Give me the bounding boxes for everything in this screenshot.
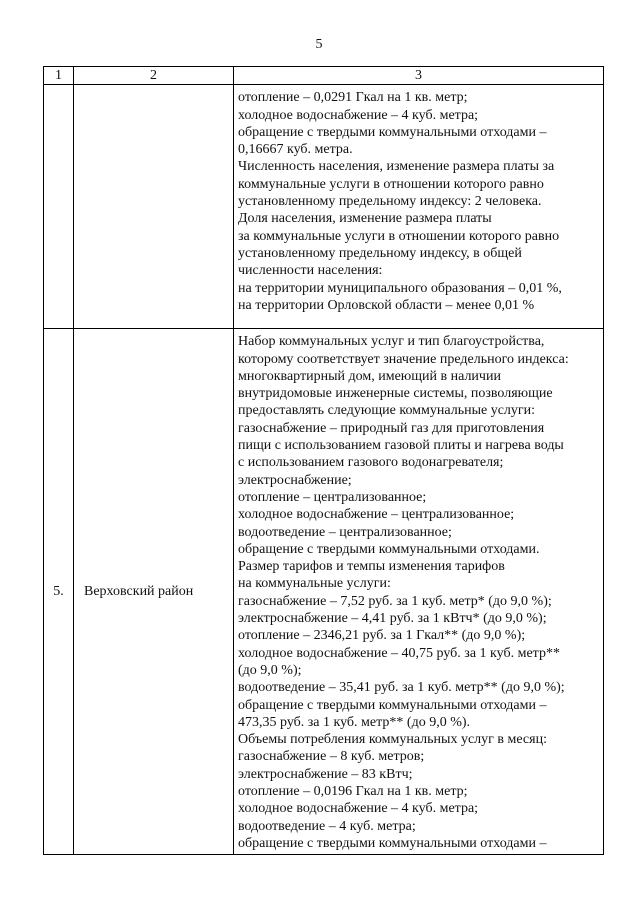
district-name-cell	[74, 85, 234, 329]
text-line: отопление – 0,0291 Гкал на 1 кв. метр;	[238, 90, 468, 106]
text-line: 0,16667 куб. метра.	[238, 142, 353, 158]
text-line: установленному предельному индексу, в общей	[238, 245, 522, 261]
text-line: за коммунальные услуги в отношении которого равно	[238, 228, 560, 244]
text-line: водоотведение – 4 куб. метра;	[238, 818, 416, 834]
description-cell	[234, 85, 604, 329]
text-line: электроснабжение – 83 кВтч;	[238, 766, 413, 782]
page-number: 5	[315, 37, 323, 52]
text-line: холодное водоснабжение – централизованное;	[238, 507, 515, 523]
tariff-table	[43, 66, 604, 855]
text-line: водоотведение – централизованное;	[238, 524, 452, 540]
text-line: газоснабжение – 7,52 руб. за 1 куб. метр* (до 9,0 %);	[238, 593, 552, 609]
text-line: Размер тарифов и темпы изменения тарифов	[238, 559, 505, 575]
row-number-cell	[44, 85, 74, 329]
table-row-5	[44, 329, 604, 855]
text-line: обращение с твердыми коммунальными отходами –	[238, 835, 547, 851]
text-line: водоотведение – 35,41 руб. за 1 куб. метр** (до 9,0 %);	[238, 680, 565, 696]
text-line: Объемы потребления коммунальных услуг в месяц:	[238, 732, 547, 748]
text-line: которому соответствует значение предельного индекса:	[238, 351, 569, 367]
text-line: холодное водоснабжение – 4 куб. метра;	[238, 801, 479, 817]
text-line: обращение с твердыми коммунальными отходами –	[238, 697, 547, 713]
text-line: газоснабжение – природный газ для приготовления	[238, 420, 545, 436]
description-cell	[234, 329, 604, 855]
table-header-row	[44, 67, 604, 85]
text-line: многоквартирный дом, имеющий в наличии	[238, 368, 501, 384]
text-line: обращение с твердыми коммунальными отходами –	[238, 124, 547, 140]
table-row-continued	[44, 85, 604, 329]
text-line: предоставлять следующие коммунальные услуги:	[238, 403, 536, 419]
text-line: (до 9,0 %);	[238, 662, 302, 678]
text-line: обращение с твердыми коммунальными отходами.	[238, 541, 540, 557]
text-line: на территории Орловской области – менее 0,01 %	[238, 297, 535, 313]
text-line: на территории муниципального образования – 0,01 %,	[238, 280, 562, 296]
text-line: газоснабжение – 8 куб. метров;	[238, 749, 425, 765]
text-line: Набор коммунальных услуг и тип благоустройства,	[238, 334, 545, 350]
text-line: с использованием газового водонагревателя;	[238, 455, 504, 471]
header-col-1: 1	[44, 67, 74, 85]
text-line: коммунальные услуги в отношении которого равно	[238, 176, 544, 192]
header-col-2: 2	[74, 67, 234, 85]
text-line: установленному предельному индексу: 2 человека.	[238, 194, 542, 210]
text-line: электроснабжение – 4,41 руб. за 1 кВтч* (до 9,0 %);	[238, 611, 547, 627]
text-line: внутридомовые инженерные системы, позволяющие	[238, 386, 553, 402]
text-line: пищи с использованием газовой плиты и нагрева воды	[238, 438, 564, 454]
text-line: отопление – 2346,21 руб. за 1 Гкал** (до 9,0 %);	[238, 628, 526, 644]
text-line: холодное водоснабжение – 4 куб. метра;	[238, 107, 479, 123]
text-line: холодное водоснабжение – 40,75 руб. за 1 куб. метр**	[238, 645, 560, 661]
text-line: 473,35 руб. за 1 куб. метр** (до 9,0 %).	[238, 714, 471, 730]
header-col-3: 3	[234, 67, 604, 85]
text-line: электроснабжение;	[238, 472, 352, 488]
text-line: отопление – централизованное;	[238, 489, 427, 505]
text-line: на коммунальные услуги:	[238, 576, 391, 592]
text-line: Доля населения, изменение размера платы	[238, 211, 492, 227]
row-number-cell: 5.	[44, 329, 74, 855]
text-line: Численность населения, изменение размера платы за	[238, 159, 555, 175]
text-line: отопление – 0,0196 Гкал на 1 кв. метр;	[238, 784, 468, 800]
district-name-cell: Верховский район	[74, 329, 234, 855]
text-line: численности населения:	[238, 263, 383, 279]
